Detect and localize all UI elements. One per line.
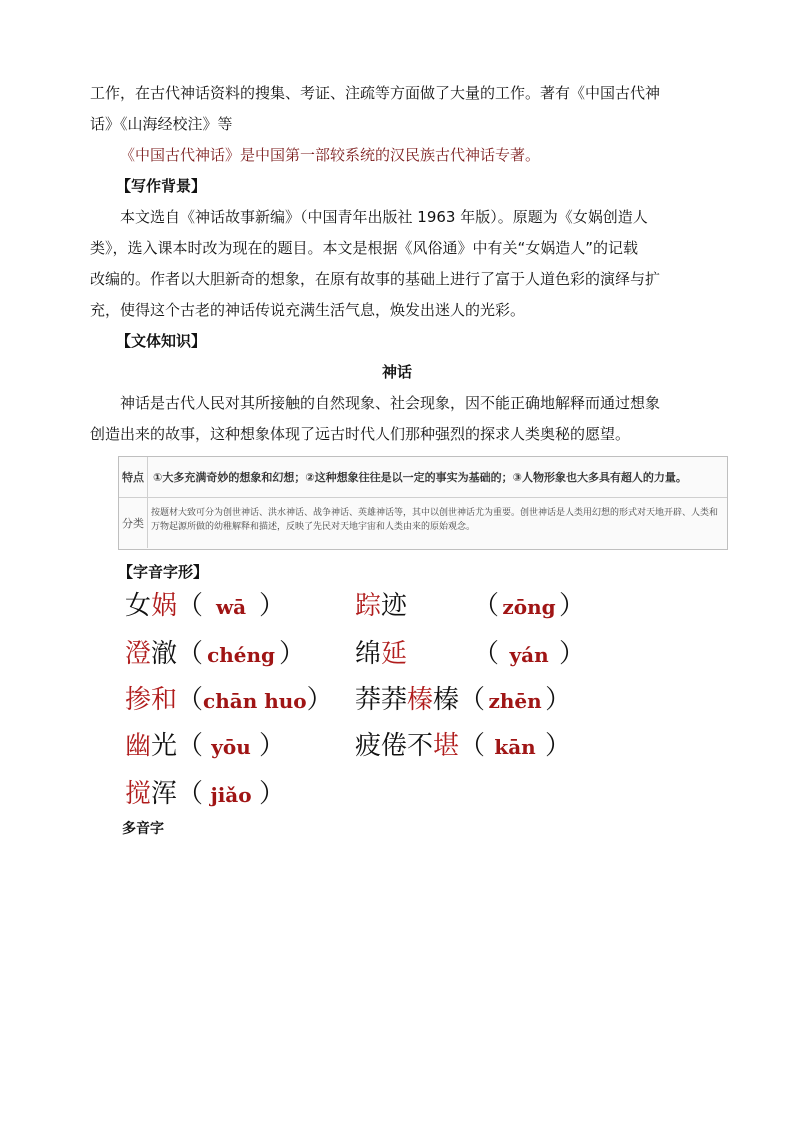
para-line: 创造出来的故事，这种想象体现了远古时代人们那种强烈的探求人类奥秘的愿望。: [90, 425, 631, 443]
para-line: 充，使得这个古老的神话传说充满生活气息，焕发出迷人的光彩。: [90, 301, 526, 319]
table-cell: ①大多充满奇妙的想象和幻想；②这种想象往往是以一定的事实为基础的；③人物形象也大多具有超人的力量。: [153, 471, 687, 484]
highlight-char: 澄: [125, 639, 152, 669]
table-row-features: [119, 457, 727, 498]
highlight-char: 延: [381, 639, 408, 669]
section-heading-polyphonic: 多音字: [122, 821, 164, 837]
plain-char: 绵: [355, 639, 382, 669]
pinyin: chān huo: [203, 689, 307, 713]
pron-entry: 女娲（ wā ）: [125, 588, 285, 625]
highlight-char: 踪: [355, 591, 382, 621]
pron-entry: 澄澈（ chéng ）: [125, 636, 305, 673]
highlight-char: 掺和: [125, 685, 178, 715]
pron-entry: 搅浑（ jiǎo ）: [125, 776, 285, 813]
genre-table: [118, 456, 728, 550]
pinyin: zōng: [502, 595, 556, 619]
para-writing-background: [90, 202, 710, 326]
table-cell: 按题材大致可分为创世神话、洪水神话、战争神话、英雄神话等，其中以创世神话尤为重要。创世神话是人类用幻想的形式对天地开辟、人类和万物起源所做的幼稚解释和描述，反映了先民对天地宇宙和人类由来的原始观念。: [151, 508, 719, 532]
para-line: 话》《山海经校注》等: [90, 115, 233, 133]
para-book-intro: 《中国古代神话》是中国第一部较系统的汉民族古代神话专著。: [120, 146, 541, 164]
pron-entry: 踪迹 （ zōng ）: [355, 588, 585, 625]
highlight-char: 榛: [407, 685, 434, 715]
table-row-categories: [119, 498, 727, 548]
para-line: 工作，在古代神话资料的搜集、考证、注疏等方面做了大量的工作。著有《中国古代神: [90, 84, 661, 102]
highlight-char: 搅: [125, 779, 152, 809]
pron-entry: 疲倦不堪（ kān ）: [355, 728, 571, 765]
plain-char: 女: [125, 591, 152, 621]
table-row-header: 特点: [119, 457, 148, 497]
plain-char: 疲倦不: [355, 731, 434, 761]
highlight-char: 堪: [433, 731, 460, 761]
plain-char: 榛: [433, 685, 460, 715]
para-line: 改编的。作者以大胆新奇的想象，在原有故事的基础上进行了富于人道色彩的演绎与扩: [90, 270, 661, 288]
highlight-char: 幽: [125, 731, 152, 761]
pinyin: jiǎo: [210, 783, 252, 807]
pron-entry: 莽莽榛榛（ zhēn ）: [355, 682, 571, 719]
table-row-header: 分类: [119, 498, 148, 548]
pron-entry: 绵延 （ yán ）: [355, 636, 585, 673]
pinyin: yán: [509, 643, 549, 667]
pinyin: zhēn: [488, 689, 542, 713]
pron-entry: 掺和（chān huo）: [125, 685, 333, 715]
plain-char: 莽莽: [355, 685, 408, 715]
para-author-intro: [90, 78, 710, 140]
plain-char: 光: [151, 731, 178, 761]
para-line: 类》，选入课本时改为现在的题目。本文是根据《风俗通》中有关“女娲造人”的记载: [90, 239, 639, 257]
plain-char: 迹: [381, 591, 408, 621]
pinyin: yōu: [211, 735, 251, 759]
section-heading-writing-background: 【写作背景】: [116, 177, 207, 195]
para-line: 神话是古代人民对其所接触的自然现象、社会现象，因不能正确地解释而通过想象: [120, 394, 661, 412]
para-line: 本文选自《神话故事新编》（中国青年出版社 1963 年版）。原题为《女娲创造人: [120, 208, 648, 226]
highlight-char: 娲: [151, 591, 178, 621]
para-genre: [90, 388, 710, 450]
pinyin: kān: [494, 735, 536, 759]
pron-entry: 幽光（ yōu ）: [125, 728, 285, 765]
section-heading-genre: 【文体知识】: [116, 332, 207, 350]
pinyin: chéng: [207, 643, 276, 667]
pinyin: wā: [215, 595, 247, 619]
genre-title: 神话: [381, 363, 412, 381]
section-heading-pronunciation: 【字音字形】: [118, 563, 209, 581]
plain-char: 澈: [151, 639, 178, 669]
plain-char: 浑: [151, 779, 178, 809]
